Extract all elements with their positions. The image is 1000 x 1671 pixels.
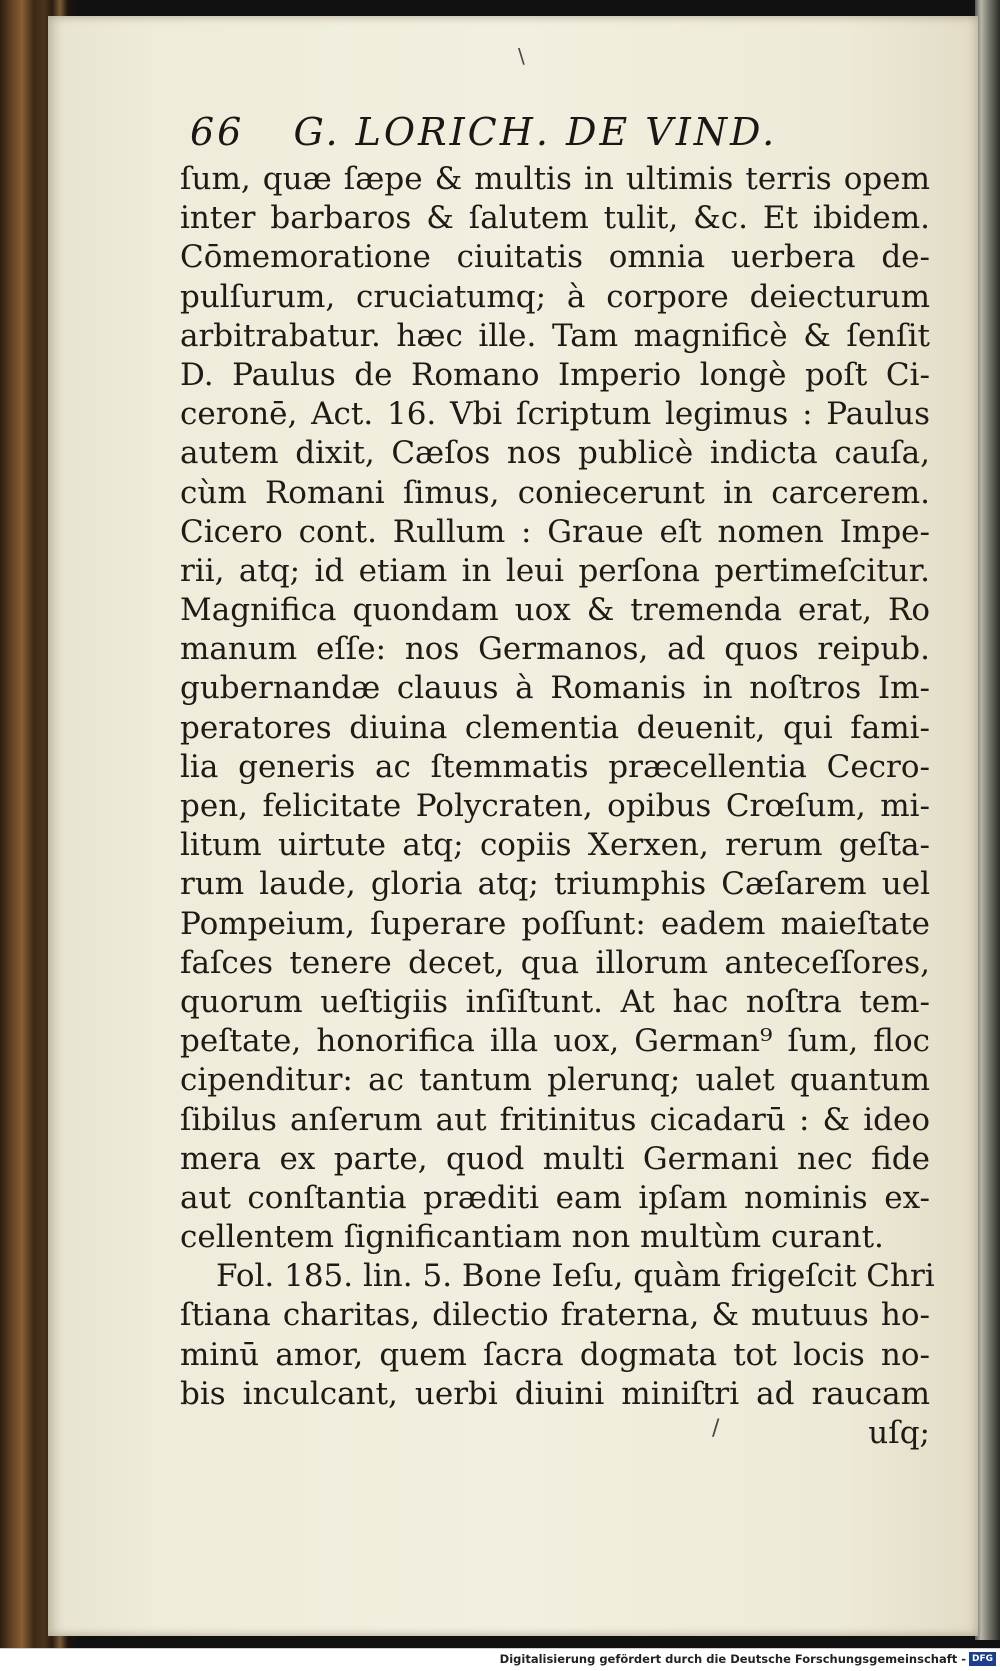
text-line: ſibilus anſerum aut fritinitus cicadarū : & ideo xyxy=(180,1101,930,1138)
book-edge xyxy=(975,0,1000,1640)
text-line: inter barbaros & ſalutem tulit, &c. Et ibidem. xyxy=(180,200,930,237)
text-line: autem dixit, Cæſos nos publicè indicta cauſa, xyxy=(180,435,930,472)
text-line: Cōmemoratione ciuitatis omnia uerbera de- xyxy=(180,239,930,276)
footer-bar xyxy=(0,1648,1000,1671)
text-line: peratores diuina clementia deuenit, qui fami- xyxy=(180,709,930,746)
text-line: bis inculcant, uerbi diuini miniſtri ad raucam xyxy=(180,1375,930,1412)
text-line: ceronē, Act. 16. Vbi ſcriptum legimus : Paulus xyxy=(180,396,930,433)
text-line: cellentem ſignificantiam non multùm curant. xyxy=(180,1219,884,1256)
text-line: Fol. 185. lin. 5. Bone Ieſu, quàm frigeſcit Chri xyxy=(216,1258,935,1295)
funding-credit: Digitalisierung gefördert durch die Deutsche Forschungsgemeinschaft - xyxy=(499,1652,966,1666)
text-line: lia generis ac ſtemmatis præcellentia Cecro- xyxy=(180,748,930,785)
text-line: Cicero cont. Rullum : Graue eſt nomen Impe- xyxy=(180,513,930,550)
dfg-logo: DFG xyxy=(969,1652,996,1666)
running-header xyxy=(190,108,910,156)
running-title: G. LORICH. DE VIND. xyxy=(293,110,778,154)
text-line: cùm Romani ſimus, coniecerunt in carcerem. xyxy=(180,474,930,511)
text-line: Magnifica quondam uox & tremenda erat, Ro xyxy=(180,592,930,629)
text-line: pulſurum, cruciatumq; à corpore deiecturum xyxy=(180,278,930,315)
text-line: ſum, quæ ſæpe & multis in ultimis terris opem xyxy=(180,161,930,197)
catchword: uſq; xyxy=(868,1415,930,1451)
text-line: rum laude, gloria atq; triumphis Cæſarem uel xyxy=(180,866,930,903)
text-line: cipenditur: ac tantum plerunq; ualet quantum xyxy=(180,1062,930,1099)
text-line: mera ex parte, quod multi Germani nec fide xyxy=(180,1140,930,1177)
ink-mark: / xyxy=(712,1416,720,1441)
text-line: gubernandæ clauus à Romanis in noſtros Im- xyxy=(180,670,930,707)
text-line: ſtiana charitas, dilectio fraterna, & mutuus ho- xyxy=(180,1297,930,1334)
text-line: peſtate, honorifica illa uox, German⁹ ſum, floc xyxy=(180,1023,930,1060)
page-number: 66 xyxy=(190,110,245,154)
text-line: manum eſſe: nos Germanos, ad quos reipub. xyxy=(180,631,930,668)
text-line: Pompeium, ſuperare poſſunt: eadem maieſtate xyxy=(180,905,930,942)
text-line: pen, felicitate Polycraten, opibus Crœſum, mi- xyxy=(180,788,930,824)
text-line: quorum ueſtigiis inſiſtunt. At hac noſtra tem- xyxy=(180,983,930,1020)
text-line: arbitrabatur. hæc ille. Tam magnificè & ſenſit xyxy=(180,317,930,354)
text-line: D. Paulus de Romano Imperio longè poſt Ci- xyxy=(180,356,930,393)
ink-mark: \ xyxy=(518,44,525,68)
text-line: faſces tenere decet, qua illorum anteceſſores, xyxy=(180,944,930,981)
text-line: rii, atq; id etiam in leui perſona pertimeſcitur. xyxy=(180,552,930,589)
text-line: aut conſtantia præditi eam ipſam nominis ex- xyxy=(180,1179,930,1216)
text-line: minū amor, quem ſacra dogmata tot locis no- xyxy=(180,1336,930,1373)
text-line: litum uirtute atq; copiis Xerxen, rerum geſta- xyxy=(180,827,930,864)
body-text xyxy=(180,160,935,1453)
